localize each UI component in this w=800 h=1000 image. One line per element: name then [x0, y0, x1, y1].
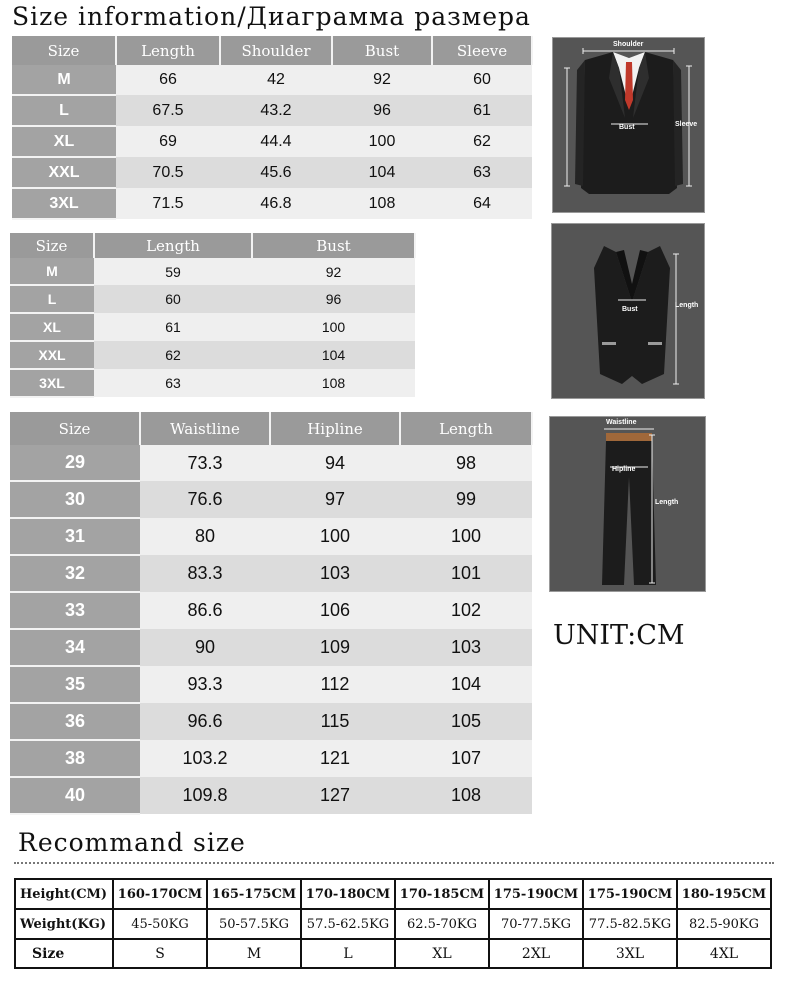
size-cell: 33	[10, 592, 140, 629]
value-cell: 42	[220, 65, 332, 95]
size-cell: 30	[10, 481, 140, 518]
height-label: Height(CM)	[15, 879, 113, 909]
size-cell: 29	[10, 445, 140, 481]
bust-label: Bust	[622, 306, 638, 313]
table-row	[10, 592, 532, 629]
recommended-size-cell: S	[113, 939, 207, 968]
value-cell: 83.3	[140, 555, 270, 592]
value-cell: 99	[400, 481, 532, 518]
table-row	[10, 703, 532, 740]
jacket-size-table	[12, 36, 533, 220]
size-cell: M	[10, 258, 94, 285]
table-row	[12, 126, 532, 157]
value-cell: 73.3	[140, 445, 270, 481]
value-cell: 86.6	[140, 592, 270, 629]
recommended-size-cell: M	[207, 939, 301, 968]
table-row	[10, 369, 415, 397]
value-cell: 96.6	[140, 703, 270, 740]
table-row	[10, 629, 532, 666]
value-cell: 96	[252, 285, 415, 313]
pants-illustration	[550, 417, 705, 591]
page-title: Size information/Диаграмма размера	[12, 2, 531, 31]
weight-row	[15, 909, 771, 939]
value-cell: 60	[432, 65, 532, 95]
table-row	[10, 555, 532, 592]
value-cell: 70.5	[116, 157, 220, 188]
value-cell: 93.3	[140, 666, 270, 703]
value-cell: 104	[332, 157, 432, 188]
size-cell: XXL	[12, 157, 116, 188]
column-header: Size	[10, 233, 94, 258]
size-row	[15, 939, 771, 968]
column-header: Hipline	[270, 412, 400, 445]
value-cell: 90	[140, 629, 270, 666]
shoulder-label: Shoulder	[613, 41, 644, 48]
value-cell: 103	[270, 555, 400, 592]
table-row	[12, 95, 532, 126]
value-cell: 76.6	[140, 481, 270, 518]
unit-label: UNIT:CM	[553, 620, 685, 651]
size-cell: L	[10, 285, 94, 313]
value-cell: 66	[116, 65, 220, 95]
pants-size-table	[10, 412, 533, 815]
value-cell: 61	[94, 313, 252, 341]
weight-range-cell: 77.5-82.5KG	[583, 909, 677, 939]
height-range-cell: 170-180CM	[301, 879, 395, 909]
value-cell: 92	[332, 65, 432, 95]
size-cell: L	[12, 95, 116, 126]
value-cell: 121	[270, 740, 400, 777]
table-row	[10, 258, 415, 285]
value-cell: 80	[140, 518, 270, 555]
pants-diagram	[549, 416, 706, 592]
table-header-row	[12, 36, 532, 65]
value-cell: 108	[400, 777, 532, 814]
sleeve-label: Sleeve	[675, 121, 698, 128]
value-cell: 46.8	[220, 188, 332, 219]
table-row	[10, 740, 532, 777]
size-cell: 32	[10, 555, 140, 592]
value-cell: 100	[252, 313, 415, 341]
recommend-title: Recommand size	[18, 828, 246, 857]
value-cell: 102	[400, 592, 532, 629]
value-cell: 100	[332, 126, 432, 157]
weight-range-cell: 62.5-70KG	[395, 909, 489, 939]
weight-range-cell: 50-57.5KG	[207, 909, 301, 939]
waistline-label: Waistline	[606, 419, 637, 426]
size-cell: 3XL	[12, 188, 116, 219]
value-cell: 100	[270, 518, 400, 555]
column-header: Sleeve	[432, 36, 532, 65]
length-label: Length	[655, 499, 679, 506]
value-cell: 96	[332, 95, 432, 126]
table-row	[10, 285, 415, 313]
value-cell: 115	[270, 703, 400, 740]
value-cell: 63	[432, 157, 532, 188]
table-row	[10, 777, 532, 814]
hipline-label: Hipline	[612, 466, 636, 473]
weight-range-cell: 57.5-62.5KG	[301, 909, 395, 939]
height-range-cell: 175-190CM	[489, 879, 583, 909]
value-cell: 109	[270, 629, 400, 666]
value-cell: 94	[270, 445, 400, 481]
value-cell: 98	[400, 445, 532, 481]
table-row	[12, 65, 532, 95]
size-cell: 40	[10, 777, 140, 814]
height-range-cell: 175-190CM	[583, 879, 677, 909]
height-range-cell: 170-185CM	[395, 879, 489, 909]
height-range-cell: 165-175CM	[207, 879, 301, 909]
vest-diagram	[551, 223, 705, 399]
value-cell: 103.2	[140, 740, 270, 777]
value-cell: 103	[400, 629, 532, 666]
table-row	[10, 313, 415, 341]
size-cell: 36	[10, 703, 140, 740]
column-header: Length	[116, 36, 220, 65]
recommended-size-cell: XL	[395, 939, 489, 968]
weight-range-cell: 45-50KG	[113, 909, 207, 939]
column-header: Length	[94, 233, 252, 258]
value-cell: 45.6	[220, 157, 332, 188]
value-cell: 60	[94, 285, 252, 313]
value-cell: 67.5	[116, 95, 220, 126]
value-cell: 71.5	[116, 188, 220, 219]
value-cell: 59	[94, 258, 252, 285]
height-row	[15, 879, 771, 909]
value-cell: 106	[270, 592, 400, 629]
recommended-size-cell: L	[301, 939, 395, 968]
bust-label: Bust	[619, 124, 635, 131]
table-row	[12, 188, 532, 219]
column-header: Size	[10, 412, 140, 445]
recommended-size-cell: 4XL	[677, 939, 771, 968]
value-cell: 97	[270, 481, 400, 518]
size-cell: 34	[10, 629, 140, 666]
value-cell: 108	[332, 188, 432, 219]
column-header: Size	[12, 36, 116, 65]
height-range-cell: 180-195CM	[677, 879, 771, 909]
divider	[14, 862, 774, 864]
column-header: Shoulder	[220, 36, 332, 65]
size-cell: 3XL	[10, 369, 94, 397]
table-row	[10, 481, 532, 518]
table-row	[10, 445, 532, 481]
column-header: Bust	[252, 233, 415, 258]
value-cell: 104	[252, 341, 415, 369]
recommended-size-cell: 3XL	[583, 939, 677, 968]
table-header-row	[10, 233, 415, 258]
column-header: Bust	[332, 36, 432, 65]
vest-size-table	[10, 233, 416, 398]
size-label: Size	[15, 939, 113, 968]
jacket-diagram	[552, 37, 705, 213]
table-row	[10, 666, 532, 703]
recommend-size-table	[14, 878, 772, 969]
size-cell: XXL	[10, 341, 94, 369]
table-row	[10, 518, 532, 555]
value-cell: 62	[432, 126, 532, 157]
value-cell: 44.4	[220, 126, 332, 157]
length-label: Length	[675, 302, 699, 309]
value-cell: 92	[252, 258, 415, 285]
size-cell: 38	[10, 740, 140, 777]
height-range-cell: 160-170CM	[113, 879, 207, 909]
table-row	[12, 157, 532, 188]
value-cell: 108	[252, 369, 415, 397]
value-cell: 109.8	[140, 777, 270, 814]
size-cell: XL	[12, 126, 116, 157]
weight-range-cell: 82.5-90KG	[677, 909, 771, 939]
value-cell: 100	[400, 518, 532, 555]
value-cell: 61	[432, 95, 532, 126]
value-cell: 112	[270, 666, 400, 703]
value-cell: 127	[270, 777, 400, 814]
value-cell: 101	[400, 555, 532, 592]
table-header-row	[10, 412, 532, 445]
column-header: Length	[400, 412, 532, 445]
value-cell: 43.2	[220, 95, 332, 126]
size-cell: M	[12, 65, 116, 95]
value-cell: 107	[400, 740, 532, 777]
value-cell: 64	[432, 188, 532, 219]
value-cell: 104	[400, 666, 532, 703]
size-cell: 31	[10, 518, 140, 555]
weight-label: Weight(KG)	[15, 909, 113, 939]
size-cell: XL	[10, 313, 94, 341]
value-cell: 69	[116, 126, 220, 157]
value-cell: 63	[94, 369, 252, 397]
recommended-size-cell: 2XL	[489, 939, 583, 968]
weight-range-cell: 70-77.5KG	[489, 909, 583, 939]
value-cell: 62	[94, 341, 252, 369]
size-cell: 35	[10, 666, 140, 703]
table-row	[10, 341, 415, 369]
value-cell: 105	[400, 703, 532, 740]
column-header: Waistline	[140, 412, 270, 445]
